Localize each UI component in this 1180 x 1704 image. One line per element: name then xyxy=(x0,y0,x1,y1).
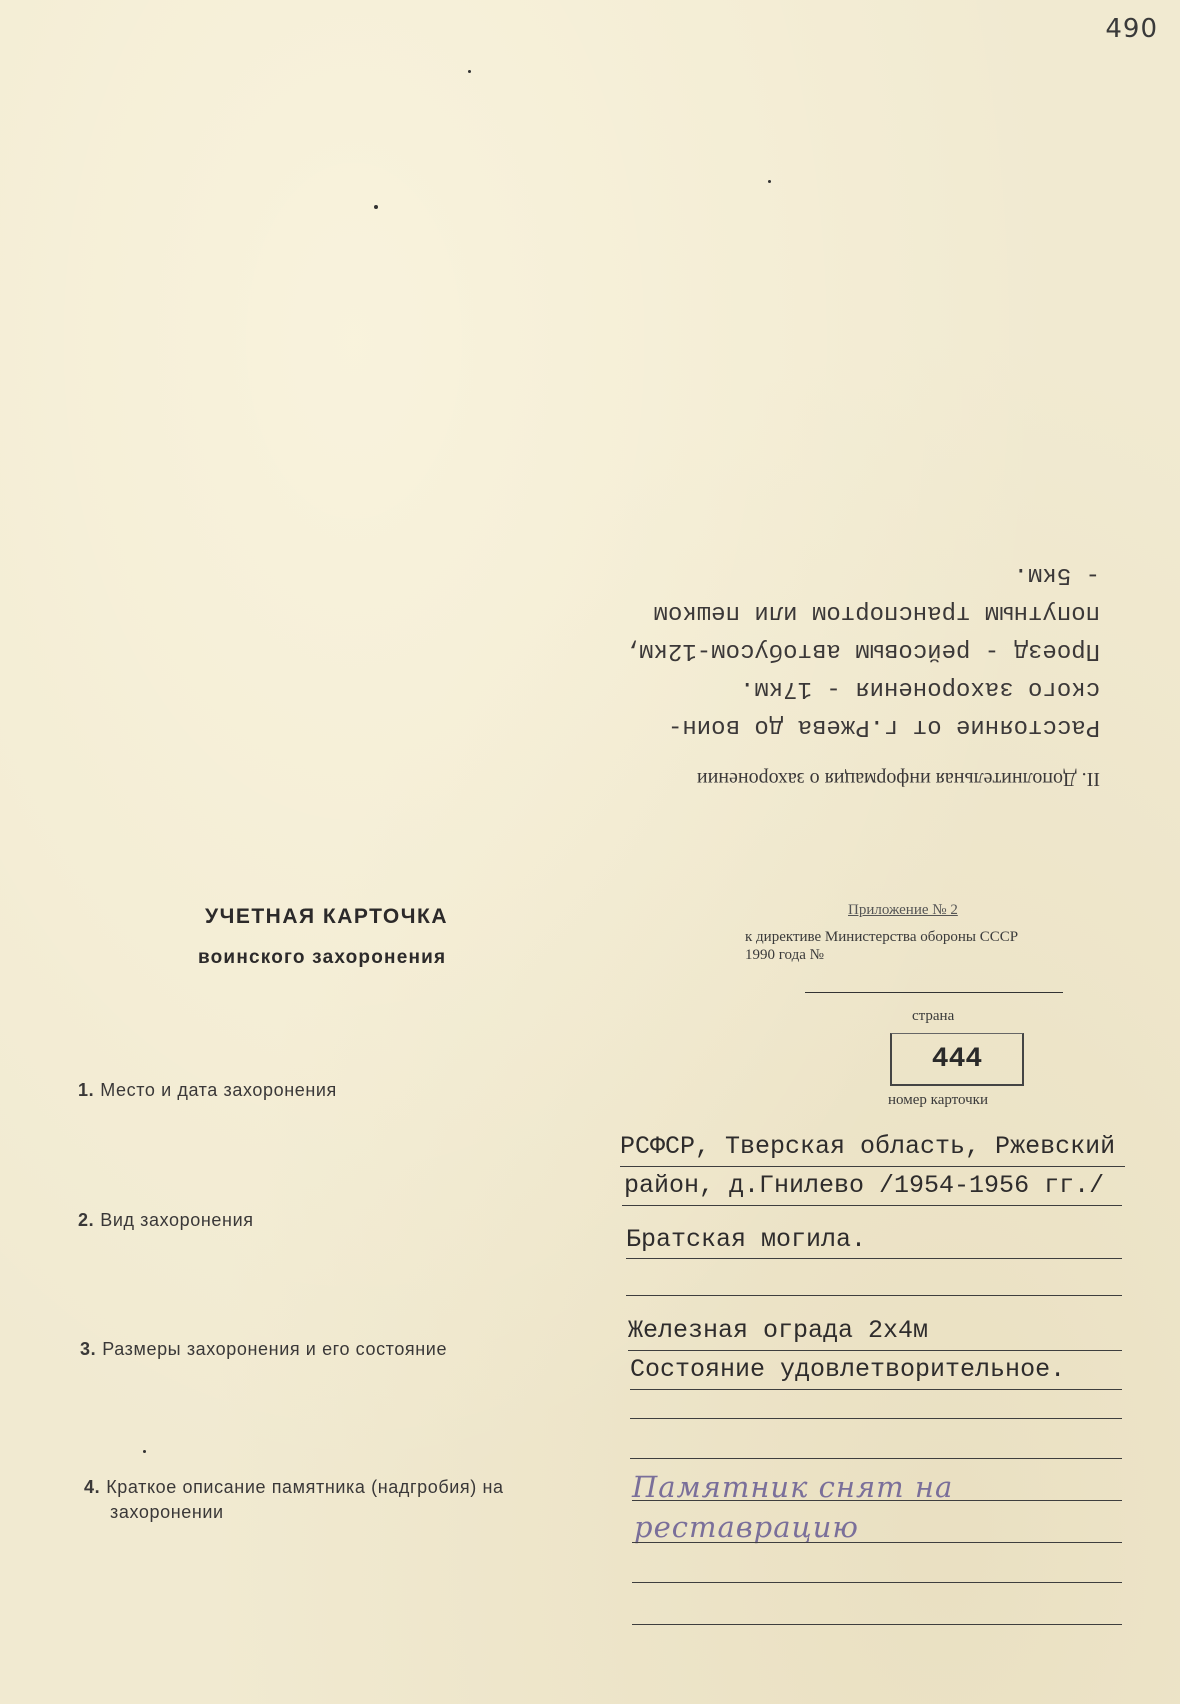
form-rule xyxy=(628,1350,1122,1351)
burial-condition-value: Состояние удовлетворительное. xyxy=(630,1355,1066,1384)
field-2-label xyxy=(78,1210,254,1231)
form-rule xyxy=(622,1205,1122,1206)
field-label-text: Размеры захоронения и его состояние xyxy=(102,1339,448,1359)
field-1-label xyxy=(78,1080,337,1101)
additional-info-block xyxy=(624,555,1100,790)
directive-line-2: 1990 года № xyxy=(745,947,824,963)
field-number: 4. xyxy=(84,1477,101,1497)
additional-info-line: ского захоронения - 17км. xyxy=(739,675,1100,702)
card-number: 444 xyxy=(931,1043,983,1075)
form-rule xyxy=(626,1295,1122,1296)
country-underline xyxy=(805,992,1063,993)
additional-info-line: Расстояние от г.Ржева до воин- xyxy=(667,713,1100,740)
burial-place-line-2: район, д.Гнилево /1954-1956 гг./ xyxy=(624,1171,1105,1200)
monument-description-handwritten: реставрацию xyxy=(634,1510,859,1544)
additional-info-title: II. Дополнительная информация о захоронении xyxy=(696,768,1100,790)
field-label-text: Вид захоронения xyxy=(100,1210,254,1230)
form-rule xyxy=(620,1166,1125,1167)
burial-place-line-1: РСФСР, Тверская область, Ржевский xyxy=(620,1132,1116,1161)
country-label: страна xyxy=(912,1008,955,1024)
form-rule xyxy=(632,1542,1122,1543)
field-4-label xyxy=(84,1475,504,1525)
paper-speck xyxy=(143,1450,146,1453)
directive-reference xyxy=(745,928,1018,964)
form-rule xyxy=(632,1500,1122,1501)
form-rule xyxy=(632,1582,1122,1583)
field-label-text: Место и дата захоронения xyxy=(100,1080,337,1100)
paper-speck xyxy=(468,70,471,73)
field-label-text: захоронении xyxy=(110,1502,224,1522)
additional-info-line: Проезд - рейсовым автобусом-12км, xyxy=(624,637,1100,664)
monument-description-handwritten: Памятник снят на xyxy=(632,1470,954,1504)
paper-speck xyxy=(374,205,378,209)
field-3-label xyxy=(80,1339,447,1360)
field-number: 2. xyxy=(78,1210,95,1230)
additional-info-line: попутным транспортом или пешком xyxy=(653,599,1100,626)
paper-speck xyxy=(768,180,771,183)
burial-size-value: Железная ограда 2х4м xyxy=(628,1316,929,1345)
field-number: 1. xyxy=(78,1080,95,1100)
form-rule xyxy=(632,1624,1122,1625)
directive-line-1: к директиве Министерства обороны СССР xyxy=(745,929,1019,945)
form-rule xyxy=(630,1418,1122,1419)
form-rule xyxy=(626,1258,1122,1259)
card-number-box xyxy=(890,1033,1024,1086)
card-title: УЧЕТНАЯ КАРТОЧКА xyxy=(205,905,449,928)
form-rule xyxy=(630,1389,1122,1390)
page-number: 490 xyxy=(1105,14,1158,44)
field-label-text: Краткое описание памятника (надгробия) на xyxy=(106,1477,504,1497)
field-number: 3. xyxy=(80,1339,97,1359)
form-rule xyxy=(630,1458,1122,1459)
burial-type-value: Братская могила. xyxy=(626,1225,867,1254)
card-number-label: номер карточки xyxy=(888,1092,988,1108)
card-subtitle: воинского захоронения xyxy=(198,947,447,968)
additional-info-line: - 5км. xyxy=(1013,561,1100,588)
appendix-label: Приложение № 2 xyxy=(848,902,958,918)
